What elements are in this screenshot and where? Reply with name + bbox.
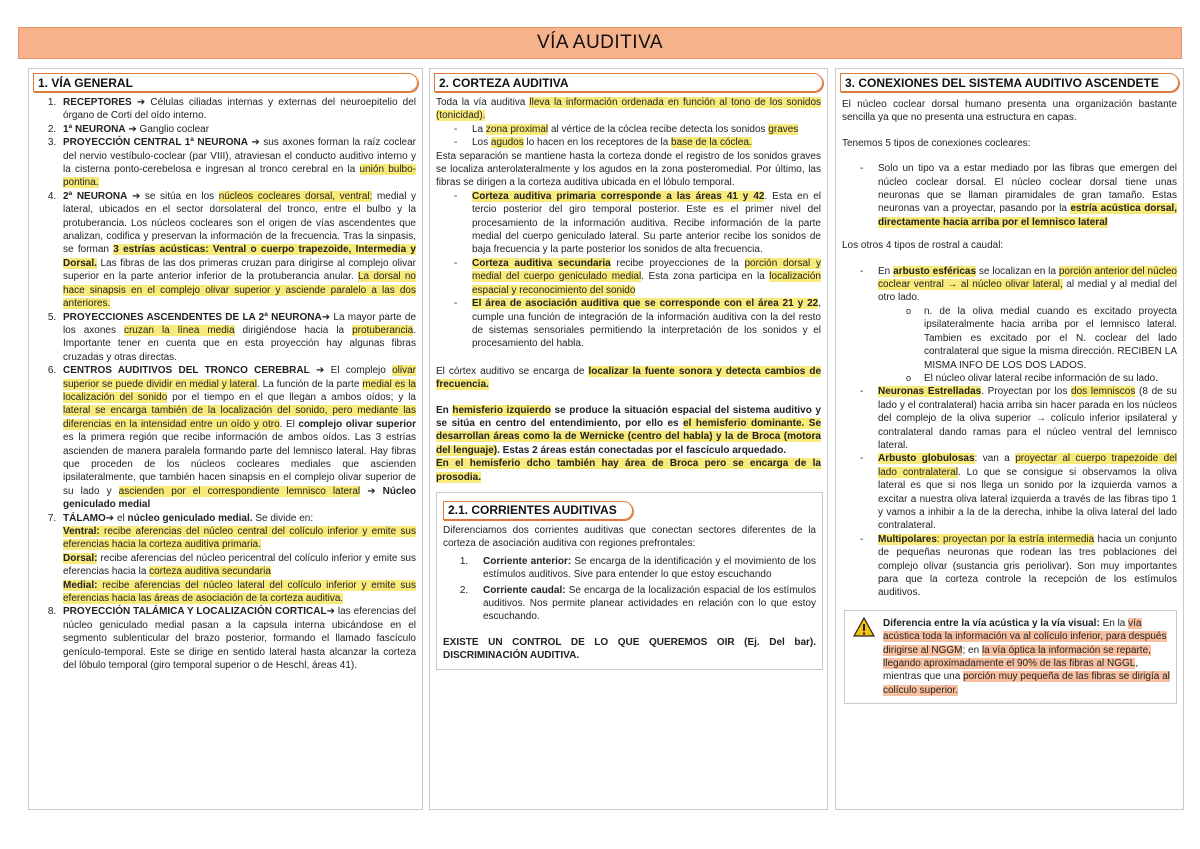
list-item: 5. PROYECCIONES ASCENDENTES DE LA 2ª NEURONA➔ La mayor parte de los axones cruzan la línea media dirigiéndose hacia la protuberancia. Importante tener en cuenta que en esta proyección hay algunas fibras cruzadas y otras directas.: [59, 311, 416, 365]
section-via-general: [28, 68, 423, 810]
corteza-para: El córtex auditivo se encarga de localizar la fuente sonora y detecta cambios de frecuencia.: [436, 365, 821, 391]
corteza-para: En el hemisferio dcho también hay área de Broca pero se encarga de la prosodia.: [436, 458, 821, 483]
list-item: - Corteza auditiva secundaria recibe proyecciones de la porción dorsal y medial del cuerpo geniculado medial. Esta zona participa en la localización espacial y reconocimiento del sonido: [454, 257, 821, 297]
list-item: 2. Corriente caudal: Se encarga de la localización espacial de los estímulos auditivos. Nos permite planear actividades en relación con lo que estoy escuchando.: [471, 584, 816, 624]
corteza-para: Esta separación se mantiene hasta la corteza donde el registro de los sonidos graves se localiza anterolateralmente y los agudos en la zona posteromedial. Por último, las fibras se dirigen a la corteza auditiva ubicada en el lóbulo temporal.: [436, 150, 821, 189]
list-item: 3. PROYECCIÓN CENTRAL 1ª NEURONA ➔ sus axones forman la raíz coclear del nervio vestíbulo-coclear (par VIII), atraviesan el conducto auditivo interno y la cisterna ponto-cerebelosa e ingresan al tronco cerebral en la unión bulbo-pontina.: [59, 136, 416, 190]
section-heading: 2. CORTEZA AUDITIVA: [434, 73, 823, 92]
list-item: - Corteza auditiva primaria corresponde a las áreas 41 y 42. Esta en el tercio posterior del giro temporal posterior. Este es el primer nivel del procesamiento de la información auditiva. Recibe información de la parte medial del cuerpo geniculado lateral. Su parte anterior recibe los sonidos de baja frecuencia y la parte posterior los sonidos de alta frecuencia.: [454, 190, 821, 257]
list-item: - En arbusto esféricas se localizan en la porción anterior del núcleo coclear ventral → al núcleo olivar lateral, al medial y al medial del otro lado. o n. de la oliva medial cuando es excitado proyecta ipsilateralmente hacia arriba por el lemnisco lateral. Tambien es excitado por el N. coclear del lado contralateral que sigue la misma dirección. RECIBEN LA MISMA INFO DE LOS DOS LADOS. o El núcleo olivar lateral recibe información de su lado.: [860, 265, 1177, 386]
list-item: - Arbusto globulosas: van a proyectar al cuerpo trapezoide del lado contralateral. Lo que se consigue si observamos la oliva lateral es que si nos llega un sonido por la izquierda vamos a excitar a nuestra oliva lateral izquierda a través de las fibras tipo 1 y vamos a inhibir a la de la derecha, inhibe la oliva lateral del lado contralateral.: [860, 452, 1177, 532]
list-item: 2. 1ª NEURONA ➔ Ganglio coclear: [59, 123, 416, 136]
list-item: 8. PROYECCIÓN TALÁMICA Y LOCALIZACIÓN CORTICAL➔ las eferencias del núcleo geniculado medial pasan a la capsula interna ubicándose en el segmento sublenticular del brazo posterior, formando el llamado fascículo genículo-temporal. Este se dirige en sentido lateral hasta alcanzar la corteza del lóbulo temporal (giro temporal superior o de Heschl, áreas 41).: [59, 605, 416, 672]
corrientes-list: [443, 555, 816, 624]
section-heading: 1. VÍA GENERAL: [33, 73, 418, 92]
corrientes-intro: Diferenciamos dos corrientes auditivas que conectan sectores diferentes de la corteza de asociación auditiva con regiones prefrontales:: [443, 524, 816, 550]
list-item: - Solo un tipo va a estar mediado por las fibras que emergen del núcleo coclear dorsal. El núcleo coclear dorsal tiene unas neuronas que se llaman piramidales de gran tamaño. Estas neuronas van a proyectar, pasando por la estría acústica dorsal, directamente hacia arriba por el lemnisco lateral: [860, 162, 1177, 229]
section-corteza-auditiva: [429, 68, 828, 810]
page-title: VÍA AUDITIVA: [18, 27, 1182, 59]
section-conexiones: [835, 68, 1184, 810]
rostral-caudal-list: [842, 265, 1177, 600]
tonotopy-list: [436, 123, 821, 150]
list-item: - Los agudos lo hacen en los receptores de la base de la cóclea.: [454, 136, 821, 149]
warning-box: [844, 610, 1177, 704]
cochlear-connections-list: [842, 162, 1177, 229]
subsection-heading: 2.1. CORRIENTES AUDITIVAS: [443, 501, 633, 520]
conexiones-para: Tenemos 5 tipos de conexiones cocleares:: [842, 137, 1031, 149]
list-item: 1. RECEPTORES ➔ Células ciliadas internas y externas del neuroepitelio del órgano de Corti del oído interno.: [59, 96, 416, 123]
list-item: - La zona proximal al vértice de la cóclea recibe detecta los sonidos graves: [454, 123, 821, 136]
via-general-list: [35, 96, 416, 672]
list-item: 4. 2ª NEURONA ➔ se sitúa en los núcleos cocleares dorsal, ventral: medial y lateral, ubicados en el sector dorsolateral del tronco, entre el bulbo y la protuberancia. Los núcleos cocleares son el origen de vías ascendentes que analizan, codifica y preservan la información de la frecuencia. Tras la sinpasis, se forman 3 estrías acústicas: Ventral o cuerpo trapezoide, Intermedia y Dorsal. Las fibras de las dos primeras cruzan para dirigirse al complejo olivar superior en la parte anterior inferior de la protuberancia anular. La dorsal no hace sinapsis en el complejo olivar superior y asciende paralelo a las dos anteriores.: [59, 190, 416, 311]
warning-text: Diferencia entre la vía acústica y la vía visual: En la vía acústica toda la información va al colículo inferior, para después dirigirse al NGGM; en la vía óptica la información se reparte, llegando aproximadamente el 90% de las fibras al NGGL, mientras que una porción muy pequeña de las fibras se dirigía al colículo superior.: [883, 617, 1170, 696]
thalamus-ventral: Ventral: recibe aferencias del núcleo central del colículo inferior y emite sus eferencias hacia la corteza auditiva primaria.: [63, 526, 416, 551]
thalamus-dorsal: Dorsal: recibe aferencias del núcleo pericentral del colículo inferior y emite sus eferencias hacia la corteza auditiva secundaria: [63, 552, 416, 578]
section-heading: 3. CONEXIONES DEL SISTEMA AUDITIVO ASCENDETE: [840, 73, 1179, 92]
thalamus-medial: Medial: recibe aferencias del núcleo lateral del colículo inferior y emite sus eferencias hacia las áreas de asociación de la corteza auditiva.: [63, 579, 416, 605]
warning-icon: [853, 617, 875, 697]
list-item: - El área de asociación auditiva que se corresponde con el área 21 y 22, cumple una función de integración de la información auditiva con la del resto de sistemas sensoriales permitiendo la interpretación de los sonidos y el procesamiento del habla.: [454, 297, 821, 351]
corteza-intro: Toda la vía auditiva lleva la información ordenada en función al tono de los sonidos (tonicidad).: [436, 97, 822, 122]
list-item: 1. Corriente anterior: Se encarga de la identificación y el movimiento de los estímulos auditivos. Sive para entender lo que estoy escuchando: [471, 555, 816, 582]
list-item: o El núcleo olivar lateral recibe información de su lado.: [906, 372, 1177, 385]
list-item: - Multipolares: proyectan por la estría intermedia hacia un conjunto de pequeñas neuronas que rodean las tres poblaciones del complejo olivar (sustancia gris periolivar). Son muy importantes para que la corteza controle la recepción de los estímulos auditivos.: [860, 533, 1177, 600]
corteza-para: En hemisferio izquierdo se produce la situación espacial del sistema auditivo y se sitúa en centro del entendimiento, por ello es el hemisferio dominante. Se desarrollan áreas como la de Wernicke (centro del habla) y la de Broca (motora del lenguaje). Estas 2 áreas están conectadas por el fascículo arquedado.: [436, 404, 822, 456]
conexiones-para: Los otros 4 tipos de rostral a caudal:: [842, 240, 1004, 252]
subsection-corrientes: [436, 492, 823, 670]
list-item: o n. de la oliva medial cuando es excitado proyecta ipsilateralmente hacia arriba por el lemnisco lateral. Tambien es excitado por el N. coclear del lado contralateral que sigue la misma dirección. RECIBEN LA MISMA INFO DE LOS DOS LADOS.: [906, 305, 1177, 372]
list-item: - Neuronas Estrelladas. Proyectan por los dos lemniscos (8 de su lado y el contralateral) hacia arriba sin hacer parada en los núcleos del complejo de la oliva superior → colículo inferior ipsilateral y contralateral dando ramas para el núcleo ventral del lemnisco lateral.: [860, 385, 1177, 452]
conexiones-para: El núcleo coclear dorsal humano presenta una organización bastante sencilla ya que no presenta una estructura en capas.: [842, 99, 1177, 124]
cortex-areas-list: [436, 190, 821, 351]
list-item: 6. CENTROS AUDITIVOS DEL TRONCO CEREBRAL ➔ El complejo olivar superior se puede dividir en medial y lateral. La función de la parte medial es la localización del sonido por el tiempo en el que llegan a ambos oídos; y la lateral se encarga también de la localización del sonido, pero mediante las diferencias en la intensidad entre un oído y otro. El complejo olivar superior es la primera región que recibe información de ambos oídos. Las 3 estrías ascienden de manera paralela formando parte del lemnisco lateral. Hay fibras que proceden de los núcleos cocleares mediales que ascienden ipsilateralmente, que también hacen sinapsis en el complejo olivar superior de su lado y ascienden por el correspondiente lemnisco lateral ➔ Núcleo geniculado medial: [59, 364, 416, 511]
list-item: 7. TÁLAMO➔ el núcleo geniculado medial. Se divide en: Ventral: recibe aferencias del núcleo central del colículo inferior y emite sus eferencias hacia la corteza auditiva primaria. Dorsal: recibe aferencias del núcleo pericentral del colículo inferior y emite sus eferencias hacia la corteza auditiva secundaria Medial: recibe aferencias del núcleo lateral del colículo inferior y emite sus eferencias hacia las áreas de asociación de la corteza auditiva.: [59, 512, 416, 606]
corrientes-outro: EXISTE UN CONTROL DE LO QUE QUEREMOS OIR (Ej. Del bar). DISCRIMINACIÓN AUDITIVA.: [443, 636, 816, 662]
